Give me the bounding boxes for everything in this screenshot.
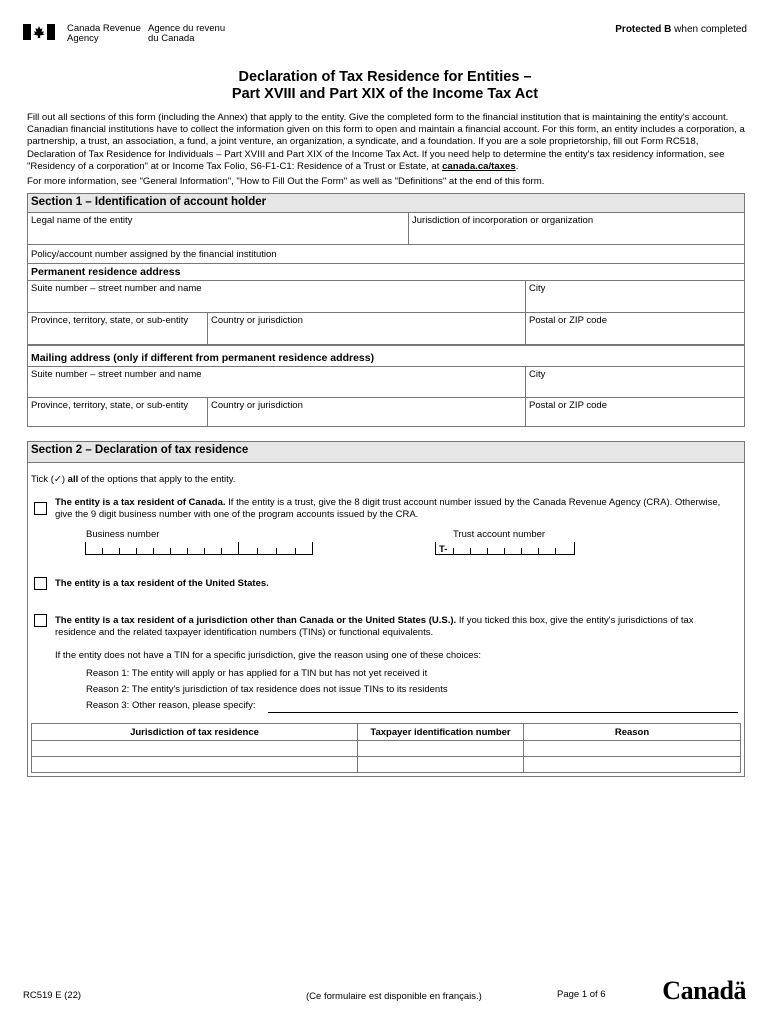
reason-2: Reason 2: The entity's jurisdiction of tax residence does not issue TINs to its residents (86, 684, 448, 695)
department-name-french (148, 24, 225, 44)
check-mark-icon: ✓ (53, 474, 62, 485)
reason-3: Reason 3: Other reason, please specify: (86, 700, 256, 711)
table-row (32, 757, 741, 773)
form-code: RC519 E (22) (23, 990, 82, 1001)
tick-instruction (31, 474, 235, 486)
section2-heading: Section 2 – Declaration of tax residence (28, 442, 744, 463)
protected-b-rest: when completed (671, 24, 747, 35)
canada-taxes-link[interactable]: canada.ca/taxes (442, 160, 516, 172)
intro-end: . (515, 160, 519, 172)
legal-name-field[interactable] (28, 213, 409, 244)
canada-resident-rest: If the entity is a trust, give the 8 digit trust account number issued by the Canada Revenue Agency (CRA). Otherwise, give the 9 digit business number with one of the program accounts issued by the CRA. (55, 497, 721, 521)
mailing-city-field[interactable] (526, 367, 744, 397)
permanent-province-label: Province, territory, state, or sub-entity (31, 315, 189, 326)
mailing-address-heading: Mailing address (only if different from permanent residence address) (28, 345, 744, 367)
section2-declaration (27, 441, 745, 777)
us-resident-bold: The entity is a tax resident of the United States. (55, 578, 269, 589)
jurisdiction-incorporation-label: Jurisdiction of incorporation or organization (412, 215, 594, 226)
col-reason: Reason (524, 724, 741, 741)
legal-name-row (28, 213, 744, 245)
tick-post: of the options that apply to the entity. (78, 474, 236, 485)
section1-heading: Section 1 – Identification of account holder (28, 194, 744, 213)
permanent-postal-field[interactable] (526, 313, 744, 344)
tick-pre: Tick ( (31, 474, 54, 485)
trust-account-input[interactable] (435, 543, 575, 555)
permanent-address-heading: Permanent residence address (28, 264, 744, 281)
reason-cell[interactable] (524, 757, 741, 773)
permanent-street-row (28, 281, 744, 313)
form-title-line2: Part XVIII and Part XIX of the Income Tax Act (231, 86, 539, 102)
intro-text: Fill out all sections of this form (including the Annex) that apply to the entity. Give the completed form to the financial institution that is maintaining the entity's account. Canadian financial institutions have to collect the information given on this form to open and maintain a financial account. For this form, an entity includes a corporation, a partnership, a trust, an association, a fund, a joint venture, an organization, a syndicate, and a foundation. If you are a sole proprietorship, fill out Form RC518, Declaration of Tax Residence for Individuals – Part XVIII and Part XIX of the Income Tax Act. If you need help to determine the entity's tax residency information, see "Residency of a corporation" at or Income Tax Folio, S6-F1-C1: Residence of a Trust or Estate, at (27, 112, 745, 172)
tin-table (31, 723, 741, 773)
business-number-input[interactable] (85, 543, 313, 555)
other-jurisdiction-text (55, 615, 735, 639)
dept-en-line2: Agency (67, 33, 99, 44)
other-jurisdiction-checkbox[interactable] (34, 614, 47, 627)
mailing-country-field[interactable] (208, 398, 526, 426)
permanent-city-field[interactable] (526, 281, 744, 312)
permanent-postal-label: Postal or ZIP code (529, 315, 607, 326)
french-availability-note: (Ce formulaire est disponible en français.) (306, 991, 482, 1002)
canada-resident-bold: The entity is a tax resident of Canada. (55, 497, 226, 508)
protected-b-label (615, 24, 747, 35)
dept-en-line1: Canada Revenue (67, 23, 141, 34)
mailing-postal-label: Postal or ZIP code (529, 400, 607, 411)
permanent-country-label: Country or jurisdiction (211, 315, 303, 326)
reason-cell[interactable] (524, 741, 741, 757)
col-tin: Taxpayer identification number (358, 724, 524, 741)
reason-1: Reason 1: The entity will apply or has applied for a TIN but has not yet received it (86, 668, 428, 679)
permanent-province-field[interactable] (28, 313, 208, 344)
canada-resident-text (55, 497, 735, 521)
form-title-line1: Declaration of Tax Residence for Entities – (238, 69, 532, 85)
jurisdiction-cell[interactable] (32, 741, 358, 757)
dept-fr-line1: Agence du revenu (148, 23, 226, 34)
us-resident-checkbox[interactable] (34, 577, 47, 590)
permanent-province-row (28, 313, 744, 345)
mailing-street-field[interactable] (28, 367, 526, 397)
mailing-city-label: City (529, 369, 546, 380)
canada-wordmark-logo: Canadä (662, 976, 746, 1005)
policy-number-label: Policy/account number assigned by the financial institution (31, 249, 277, 260)
more-info-text: For more information, see "General Information", "How to Fill Out the Form" as well as "Definitions" at the end of this form. (27, 176, 545, 187)
table-row (32, 741, 741, 757)
page-number: Page 1 of 6 (557, 989, 606, 1000)
dept-fr-line2: du Canada (148, 33, 195, 44)
mailing-province-row (28, 398, 744, 426)
permanent-country-field[interactable] (208, 313, 526, 344)
policy-number-row (28, 245, 744, 264)
canada-flag-icon (23, 24, 55, 40)
other-jurisdiction-rest: If you ticked this box, give the entity's jurisdictions of tax residence and the related taxpayer identification numbers (TINs) or functional equivalents. (55, 615, 694, 639)
tick-bold: all (67, 474, 79, 485)
mailing-province-field[interactable] (28, 398, 208, 426)
mailing-street-row (28, 367, 744, 398)
department-name-english (67, 24, 141, 44)
tin-cell[interactable] (358, 741, 524, 757)
permanent-city-label: City (529, 283, 546, 294)
mailing-postal-field[interactable] (526, 398, 744, 426)
no-tin-instruction: If the entity does not have a TIN for a specific jurisdiction, give the reason using one of these choices: (55, 650, 481, 661)
permanent-street-field[interactable] (28, 281, 526, 312)
mailing-street-label: Suite number – street number and name (31, 369, 202, 380)
mailing-country-label: Country or jurisdiction (211, 400, 303, 411)
jurisdiction-incorporation-field[interactable] (409, 213, 744, 244)
mailing-province-label: Province, territory, state, or sub-entity (31, 400, 189, 411)
section1-identification (27, 193, 745, 427)
protected-b-bold: Protected B (615, 24, 672, 35)
other-jurisdiction-bold: The entity is a tax resident of a jurisdiction other than Canada or the United States (U.S.). (55, 615, 457, 626)
tin-table-header (32, 724, 741, 741)
reason-3-specify-line[interactable] (268, 712, 738, 713)
tick-mid: ) (61, 474, 68, 485)
business-number-label: Business number (86, 529, 160, 540)
form-title (0, 69, 770, 103)
tin-cell[interactable] (358, 757, 524, 773)
legal-name-label: Legal name of the entity (31, 215, 133, 226)
policy-number-field[interactable] (28, 247, 744, 263)
jurisdiction-cell[interactable] (32, 757, 358, 773)
us-resident-text (55, 578, 269, 590)
canada-resident-checkbox[interactable] (34, 502, 47, 515)
trust-account-label: Trust account number (453, 529, 546, 540)
intro-paragraph (27, 112, 745, 173)
trust-prefix: T- (439, 544, 448, 555)
col-jurisdiction: Jurisdiction of tax residence (32, 724, 358, 741)
permanent-street-label: Suite number – street number and name (31, 283, 202, 294)
